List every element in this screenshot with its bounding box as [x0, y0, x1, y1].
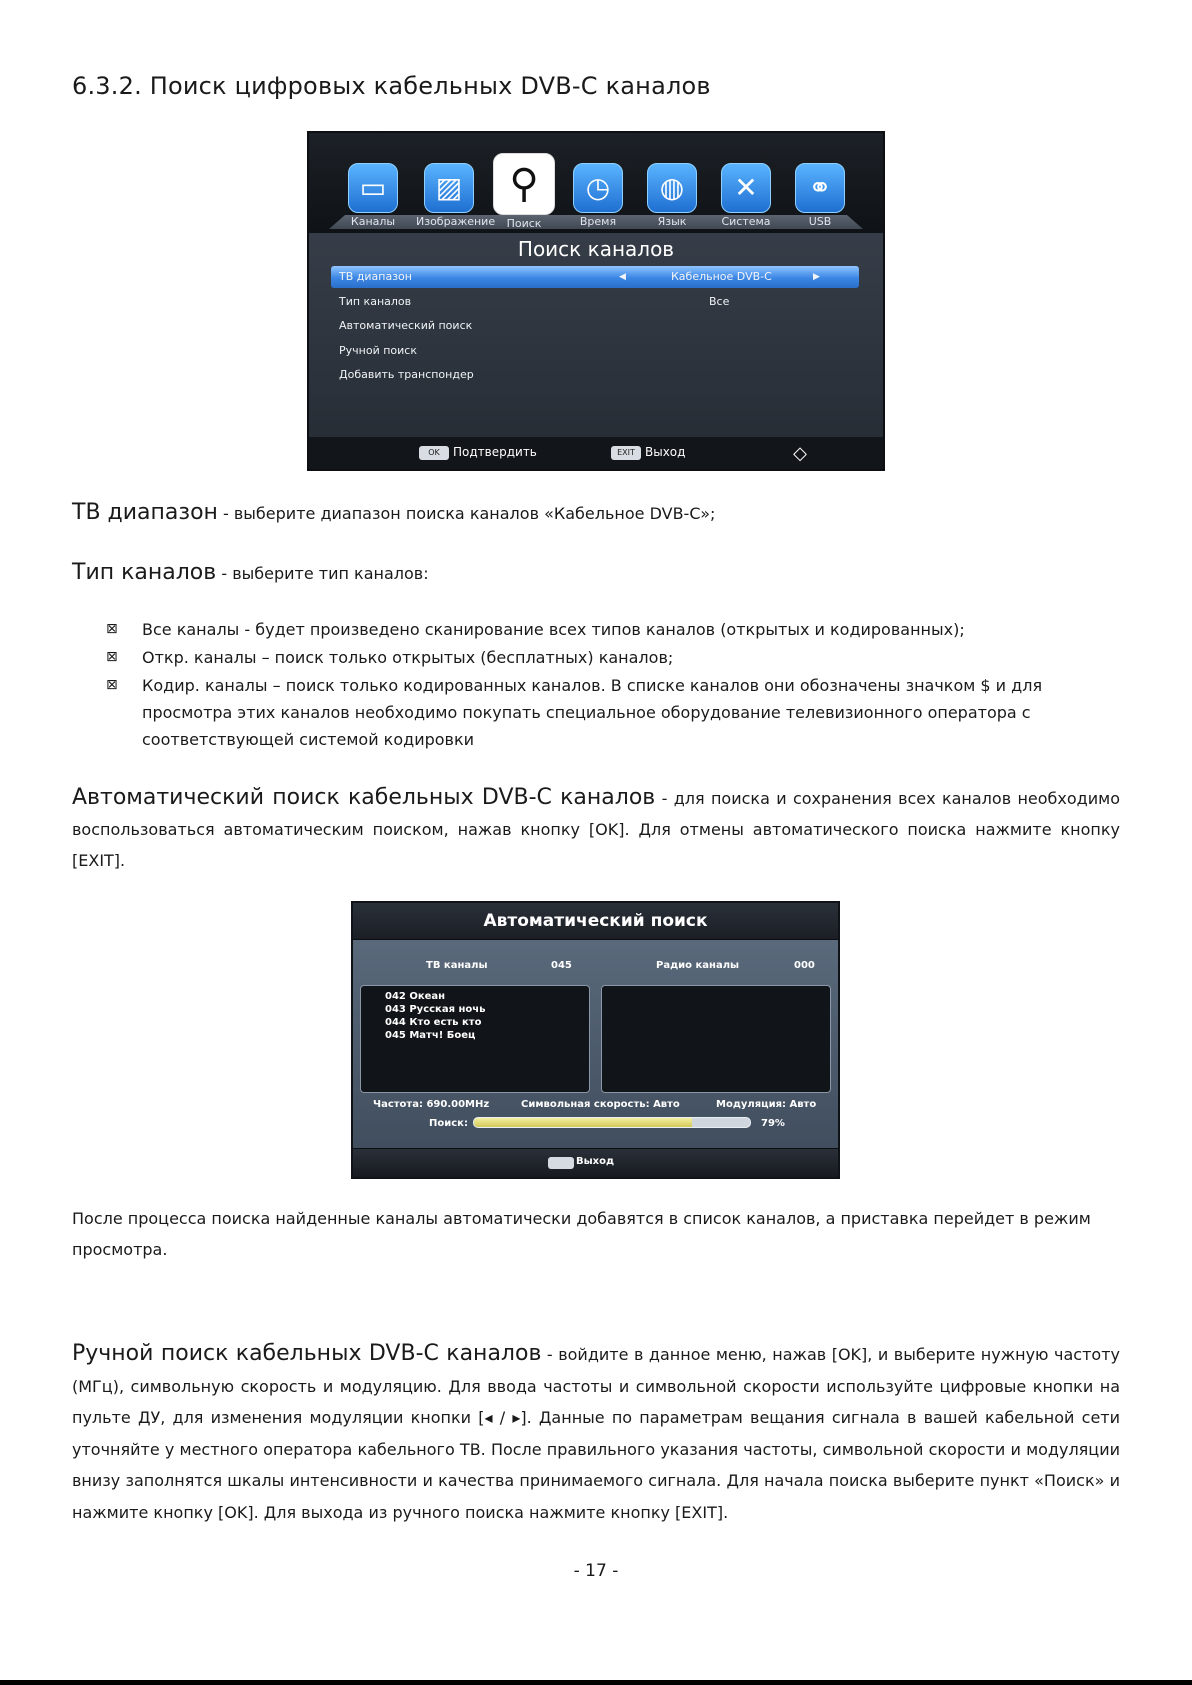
auto-search-paragraph: Автоматический поиск кабельных DVB-C каналов - для поиска и сохранения всех каналов необходимо воспользоваться автоматическим поиском, нажав кнопку [OK]. Для отмены автоматического поиска нажмите кнопку [EXIT]. [72, 785, 1120, 870]
radio-channels-label: Радио каналы [656, 960, 740, 971]
menu-item-usb[interactable]: ⚭ USB [787, 163, 853, 228]
menu-item-search[interactable]: ⚲ Поиск [491, 163, 557, 230]
tv-range-text: - выберите диапазон поиска каналов «Кабельное DVB-C»; [217, 504, 716, 523]
tools-icon: ✕ [721, 163, 771, 213]
tv-icon: ▭ [348, 163, 398, 213]
tv-channels-count: 045 [551, 960, 572, 971]
confirm-label: Подтвердить [453, 445, 537, 459]
menu-item-time[interactable]: ◷ Время [565, 163, 631, 228]
section-title: 6.3.2. Поиск цифровых кабельных DVB-C каналов [72, 72, 711, 100]
manual-search-term: Ручной поиск кабельных DVB-C каналов [72, 1341, 542, 1366]
manual-page: 6.3.2. Поиск цифровых кабельных DVB-C каналов ▭ Каналы ▨ Изображение ⚲ Поиск ◷ Время ◍ Язык ✕ Система ⚭ USB Поиск каналов ТВ диапазон ◀ Кабельное DVB-C ▶ Тип каналов Все Автоматический поиск Ручной поиск Добавить транспондер OK Подтвердить EXIT Выход ◇ ТВ диапазон - выберите диапазон поиска каналов «Кабельное DVB-C»; Тип каналов - выберите тип каналов: ⊠ Все каналы - будет произведено сканирование всех типов каналов (открытых и кодированных); ⊠ Откр. каналы – поиск только открытых (бесплатных) каналов; ⊠ Кодир. каналы – поиск только кодированных каналов. В списке каналов они обозначены значком $ и для просмотра этих каналов необходимо покупать специальное оборудование телевизионного оператора с соответствующей системой кодировки Автоматический поиск кабельных DVB-C каналов - для поиска и сохранения всех каналов необходимо воспользоваться автоматическим поиском, нажав кнопку [OK]. Для отмены автоматического поиска нажмите кнопку [EXIT]. Автоматический поиск ТВ каналы 045 Радио каналы 000 042 Океан 043 Русская ночь 044 Кто есть кто 045 Матч! Боец Частота: 690.00MHz Символьная скорость: Авто Модуляция: Авто Поиск: 79% Выход После процесса поиска найденные каналы автоматически добавятся в список каналов, а приставка перейдет в режим просмотра. Ручной поиск кабельных DVB-C каналов - войдите в данное меню, нажав [OK], и выберите нужную частоту (МГц), символьную скорость и модуляцию. Для ввода частоты и символьной скорости используйте цифровые кнопки на пульте ДУ, для изменения модуляции кнопки [◂ / ▸]. Данные по параметрам вещания сигнала в вашей кабельной сети уточняйте у местного оператора кабельного ТВ. После правильного указания частоты, символьной скорости и модуляции внизу заполнятся шкалы интенсивности и качества принимаемого сигнала. Для начала поиска выберите пункт «Поиск» и нажмите кнопку [OK]. Для выхода из ручного поиска нажмите кнопку [EXIT]. - 17 - [0, 0, 1192, 1685]
exit-label: Выход [576, 1156, 615, 1167]
list-item: 044 Кто есть кто [385, 1017, 482, 1028]
navigation-icon: ◇ [793, 443, 807, 464]
tv-range-term: ТВ диапазон [72, 500, 218, 525]
screen-title: Поиск каналов [517, 237, 675, 261]
page-number: - 17 - [573, 1561, 619, 1581]
screen-title: Автоматический поиск [483, 911, 708, 931]
auto-search-screen [351, 901, 840, 1179]
row-add-transponder[interactable]: Добавить транспондер [339, 368, 474, 381]
row-tv-range[interactable]: ТВ диапазон ◀ Кабельное DVB-C ▶ [331, 266, 859, 288]
progress-value: 79% [761, 1118, 785, 1129]
channel-search-screen [307, 131, 885, 471]
row-manual-search[interactable]: Ручной поиск [339, 344, 417, 357]
globe-icon: ◍ [647, 163, 697, 213]
ok-key[interactable]: OK [419, 446, 449, 460]
arrow-left-icon[interactable]: ◀ [619, 272, 626, 282]
usb-icon: ⚭ [795, 163, 845, 213]
image-icon: ▨ [424, 163, 474, 213]
list-item: 045 Матч! Боец [385, 1030, 476, 1041]
hint-bar [309, 437, 883, 469]
exit-key[interactable] [548, 1157, 574, 1169]
row-auto-search[interactable]: Автоматический поиск [339, 319, 473, 332]
row-channel-type[interactable]: Тип каналов Все [339, 295, 730, 308]
list-item: 042 Океан [385, 991, 446, 1002]
progress-fill [474, 1118, 692, 1127]
channel-type-term: Тип каналов [72, 560, 217, 585]
list-item: 043 Русская ночь [385, 1004, 486, 1015]
channel-type-text: - выберите тип каналов: [216, 564, 429, 583]
channel-type-line [72, 560, 429, 585]
exit-label: Выход [645, 445, 686, 459]
progress-label: Поиск: [429, 1118, 468, 1129]
manual-search-paragraph: Ручной поиск кабельных DVB-C каналов - войдите в данное меню, нажав [OK], и выберите нужную частоту (МГц), символьную скорость и модуляцию. Для ввода частоты и символьной скорости используйте цифровые кнопки на пульте ДУ, для изменения модуляции кнопки [◂ / ▸]. Данные по параметрам вещания сигнала в вашей кабельной сети уточняйте у местного оператора кабельного ТВ. После правильного указания частоты, символьной скорости и модуляции внизу заполнятся шкалы интенсивности и качества принимаемого сигнала. Для начала поиска выберите пункт «Поиск» и нажмите кнопку [OK]. Для выхода из ручного поиска нажмите кнопку [EXIT]. [72, 1341, 1120, 1522]
menu-item-language[interactable]: ◍ Язык [639, 163, 705, 228]
radio-channel-list [601, 985, 831, 1093]
checkbox-icon: ⊠ [106, 621, 118, 637]
menu-item-picture[interactable]: ▨ Изображение [416, 163, 482, 228]
arrow-right-icon[interactable]: ▶ [813, 272, 820, 282]
checkbox-icon: ⊠ [106, 677, 118, 693]
clock-icon: ◷ [573, 163, 623, 213]
frequency-info: Частота: 690.00MHz [373, 1099, 490, 1110]
menu-item-channels[interactable]: ▭ Каналы [340, 163, 406, 228]
after-search-paragraph: После процесса поиска найденные каналы автоматически добавятся в список каналов, а приставка перейдет в режим просмотра. [72, 1209, 1091, 1259]
search-icon: ⚲ [493, 153, 555, 215]
symbol-rate-info: Символьная скорость: Авто [521, 1099, 680, 1110]
tv-channels-label: ТВ каналы [426, 960, 488, 971]
divider [0, 1680, 1192, 1685]
modulation-info: Модуляция: Авто [716, 1099, 817, 1110]
exit-key[interactable]: EXIT [611, 446, 641, 460]
tv-channel-list [360, 985, 590, 1093]
progress-bar [473, 1117, 751, 1128]
checkbox-icon: ⊠ [106, 649, 118, 665]
radio-channels-count: 000 [794, 960, 815, 971]
tv-range-line [72, 500, 715, 525]
auto-search-term: Автоматический поиск кабельных DVB-C каналов [72, 785, 656, 810]
menu-item-system[interactable]: ✕ Система [713, 163, 779, 228]
